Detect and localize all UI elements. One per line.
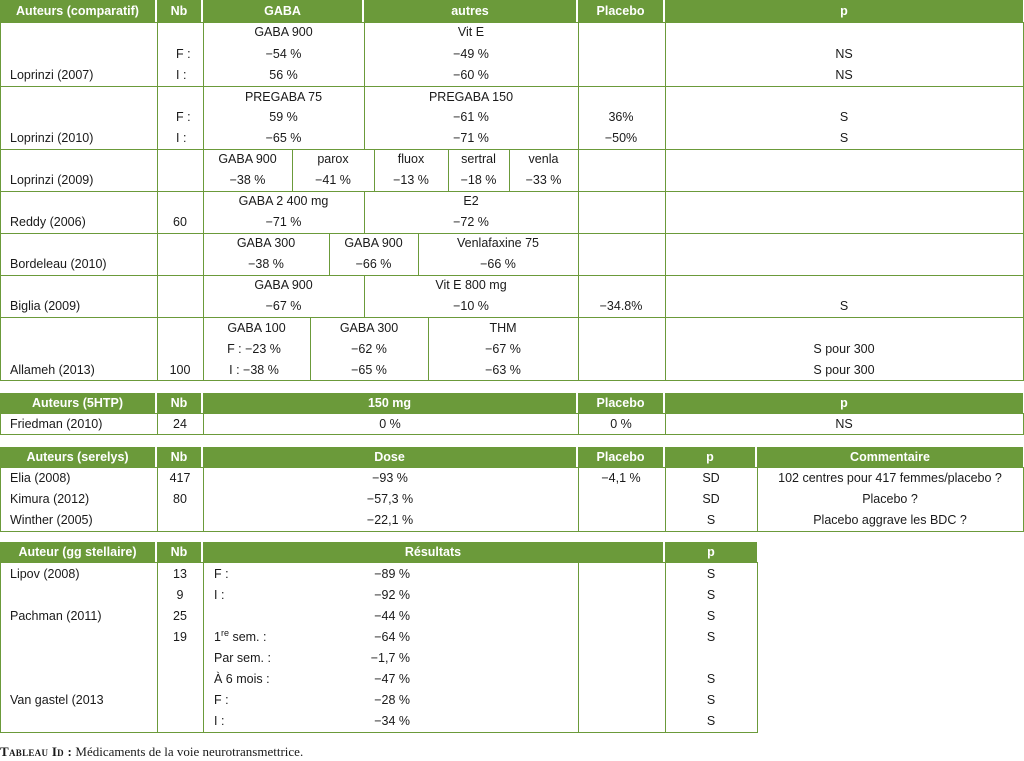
treatment-name: fluox bbox=[397, 152, 425, 166]
significance: S bbox=[706, 693, 716, 707]
column-header: Nb bbox=[157, 447, 201, 467]
treatment-name: GABA 900 bbox=[218, 152, 277, 166]
significance: S bbox=[706, 714, 716, 728]
column-header: Nb bbox=[157, 393, 201, 413]
treatment-result: −65 % bbox=[265, 131, 302, 145]
treatment-result: −66 % bbox=[355, 257, 392, 271]
treatment-result: −72 % bbox=[453, 215, 489, 229]
placebo-result: 0 % bbox=[610, 417, 632, 431]
treatment-result: −49 % bbox=[453, 47, 489, 61]
treatment-result: 59 % bbox=[269, 110, 298, 124]
treatment-result: −28 % bbox=[374, 693, 410, 707]
column-header: Auteurs (5HTP) bbox=[0, 393, 155, 413]
author-name: Allameh (2013) bbox=[10, 363, 95, 377]
treatment-result: −41 % bbox=[315, 173, 351, 187]
treatment-result: −38 % bbox=[248, 257, 284, 271]
treatment-name: GABA 900 bbox=[254, 25, 313, 39]
column-header: p bbox=[665, 0, 1023, 22]
treatment-result: −65 % bbox=[351, 363, 387, 377]
result-label: 1re sem. : bbox=[214, 627, 267, 644]
author-name: Lipov (2008) bbox=[10, 567, 80, 581]
treatment-name: GABA 300 bbox=[236, 236, 296, 250]
treatment-result: −64 % bbox=[374, 630, 410, 644]
sample-size: 25 bbox=[173, 609, 187, 623]
caption-text: Médicaments de la voie neurotransmettrice. bbox=[72, 744, 304, 759]
column-header: Nb bbox=[157, 0, 201, 22]
significance: S bbox=[706, 567, 716, 581]
author-name: Winther (2005) bbox=[10, 513, 93, 527]
author-name: Loprinzi (2009) bbox=[10, 173, 94, 187]
sample-size: 19 bbox=[173, 630, 187, 644]
treatment-name: PREGABA 150 bbox=[428, 90, 514, 104]
treatment-result: −33 % bbox=[525, 173, 562, 187]
significance: S bbox=[839, 299, 849, 313]
treatment-result: −38 % bbox=[229, 173, 266, 187]
author-name: Kimura (2012) bbox=[10, 492, 90, 506]
significance: S bbox=[706, 588, 716, 602]
table-cell bbox=[157, 275, 204, 318]
significance: NS bbox=[835, 68, 853, 82]
significance: S bbox=[839, 110, 849, 124]
subgroup-label: I : bbox=[176, 68, 187, 82]
significance: S bbox=[706, 609, 716, 623]
treatment-result: −66 % bbox=[480, 257, 516, 271]
result-label: À 6 mois : bbox=[214, 672, 270, 686]
treatment-name: E2 bbox=[463, 194, 479, 208]
treatment-result: −22,1 % bbox=[366, 513, 414, 527]
treatment-result: −62 % bbox=[351, 342, 387, 356]
sample-size: 13 bbox=[173, 567, 187, 581]
author-name: Friedman (2010) bbox=[10, 417, 103, 431]
sample-size: 60 bbox=[173, 215, 187, 229]
author-name: Van gastel (2013 bbox=[10, 693, 104, 707]
treatment-result: −18 % bbox=[460, 173, 497, 187]
caption-label: Tableau Id : bbox=[0, 744, 73, 759]
treatment-result: −34 % bbox=[374, 714, 410, 728]
column-header: Dose bbox=[203, 447, 576, 467]
significance: NS bbox=[835, 47, 853, 61]
treatment-result: −13 % bbox=[393, 173, 429, 187]
column-header: autres bbox=[364, 0, 576, 22]
comment: 102 centres pour 417 femmes/placebo ? bbox=[778, 471, 1002, 485]
treatment-result: −57,3 % bbox=[366, 492, 414, 506]
table-cell bbox=[578, 149, 666, 192]
treatment-name: Venlafaxine 75 bbox=[456, 236, 540, 250]
significance: S bbox=[706, 513, 716, 527]
table-cell bbox=[665, 191, 1024, 234]
column-header: 150 mg bbox=[203, 393, 576, 413]
treatment-result: I : −38 % bbox=[229, 363, 279, 377]
column-header: Placebo bbox=[578, 393, 663, 413]
treatment-name: parox bbox=[317, 152, 349, 166]
author-name: Reddy (2006) bbox=[10, 215, 86, 229]
treatment-name: GABA 300 bbox=[339, 321, 399, 335]
column-header: p bbox=[665, 542, 757, 562]
table-cell bbox=[157, 149, 204, 192]
treatment-name: sertral bbox=[461, 152, 496, 166]
column-header: Placebo bbox=[578, 447, 663, 467]
column-header: Auteur (gg stellaire) bbox=[0, 542, 155, 562]
treatment-name: PREGABA 75 bbox=[244, 90, 323, 104]
subgroup-label: I : bbox=[176, 131, 187, 145]
sample-size: 100 bbox=[169, 363, 191, 377]
author-name: Loprinzi (2007) bbox=[10, 68, 94, 82]
result-label: I : bbox=[214, 588, 225, 602]
table-cell bbox=[578, 233, 666, 276]
placebo-result: −4,1 % bbox=[601, 471, 641, 485]
treatment-result: −60 % bbox=[453, 68, 489, 82]
treatment-result: −93 % bbox=[372, 471, 408, 485]
comment: Placebo aggrave les BDC ? bbox=[813, 513, 967, 527]
significance: S bbox=[839, 131, 849, 145]
comment: Placebo ? bbox=[862, 492, 918, 506]
treatment-result: −61 % bbox=[453, 110, 489, 124]
treatment-result: −71 % bbox=[265, 215, 302, 229]
treatment-name: GABA 100 bbox=[227, 321, 286, 335]
result-label: Par sem. : bbox=[214, 651, 271, 665]
treatment-result: −89 % bbox=[374, 567, 410, 581]
treatment-name: GABA 2 400 mg bbox=[238, 194, 329, 208]
author-name: Elia (2008) bbox=[10, 471, 71, 485]
table-cell bbox=[578, 562, 666, 733]
column-header: Placebo bbox=[578, 0, 663, 22]
table-cell bbox=[157, 233, 204, 276]
treatment-result: 0 % bbox=[379, 417, 401, 431]
column-header: Auteurs (comparatif) bbox=[0, 0, 155, 22]
treatment-result: −10 % bbox=[453, 299, 489, 313]
treatment-name: GABA 900 bbox=[254, 278, 313, 292]
sample-size: 80 bbox=[173, 492, 187, 506]
placebo-result: −50% bbox=[604, 131, 638, 145]
table-cell bbox=[578, 191, 666, 234]
significance: NS bbox=[835, 417, 853, 431]
treatment-name: venla bbox=[528, 152, 559, 166]
table-cell bbox=[578, 22, 666, 87]
column-header: Résultats bbox=[203, 542, 663, 562]
column-header: Nb bbox=[157, 542, 201, 562]
column-header: Commentaire bbox=[757, 447, 1023, 467]
treatment-result: −67 % bbox=[485, 342, 521, 356]
treatment-result: −67 % bbox=[265, 299, 302, 313]
significance: S bbox=[706, 630, 716, 644]
significance: S bbox=[706, 672, 716, 686]
treatment-result: F : −23 % bbox=[227, 342, 281, 356]
treatment-result: −54 % bbox=[265, 47, 302, 61]
author-name: Pachman (2011) bbox=[10, 609, 102, 623]
placebo-result: 36% bbox=[608, 110, 634, 124]
result-label: F : bbox=[214, 567, 229, 581]
result-label: I : bbox=[214, 714, 225, 728]
author-name: Biglia (2009) bbox=[10, 299, 81, 313]
treatment-result: −1,7 % bbox=[370, 651, 410, 665]
column-header: Auteurs (serelys) bbox=[0, 447, 155, 467]
table-cell bbox=[665, 233, 1024, 276]
significance: S pour 300 bbox=[813, 363, 875, 377]
sample-size: 9 bbox=[176, 588, 184, 602]
treatment-name: Vit E 800 mg bbox=[435, 278, 507, 292]
subgroup-label: F : bbox=[176, 47, 191, 61]
treatment-name: THM bbox=[489, 321, 517, 335]
author-name: Loprinzi (2010) bbox=[10, 131, 94, 145]
treatment-result: −71 % bbox=[453, 131, 489, 145]
sample-size: 417 bbox=[169, 471, 191, 485]
treatment-result: −92 % bbox=[374, 588, 410, 602]
table-cell bbox=[578, 317, 666, 381]
column-header: p bbox=[665, 393, 1023, 413]
treatment-name: Vit E bbox=[457, 25, 485, 39]
result-label: F : bbox=[214, 693, 229, 707]
column-header: p bbox=[665, 447, 755, 467]
subgroup-label: F : bbox=[176, 110, 191, 124]
treatment-result: −47 % bbox=[374, 672, 410, 686]
significance: SD bbox=[702, 471, 720, 485]
placebo-result: −34.8% bbox=[599, 299, 643, 313]
treatment-result: 56 % bbox=[269, 68, 298, 82]
significance: SD bbox=[702, 492, 720, 506]
treatment-result: −63 % bbox=[485, 363, 521, 377]
treatment-name: GABA 900 bbox=[344, 236, 403, 250]
column-header: GABA bbox=[203, 0, 362, 22]
table-caption bbox=[0, 744, 303, 760]
table-cell bbox=[665, 149, 1024, 192]
author-name: Bordeleau (2010) bbox=[10, 257, 107, 271]
significance: S pour 300 bbox=[813, 342, 875, 356]
sample-size: 24 bbox=[173, 417, 187, 431]
treatment-result: −44 % bbox=[374, 609, 410, 623]
